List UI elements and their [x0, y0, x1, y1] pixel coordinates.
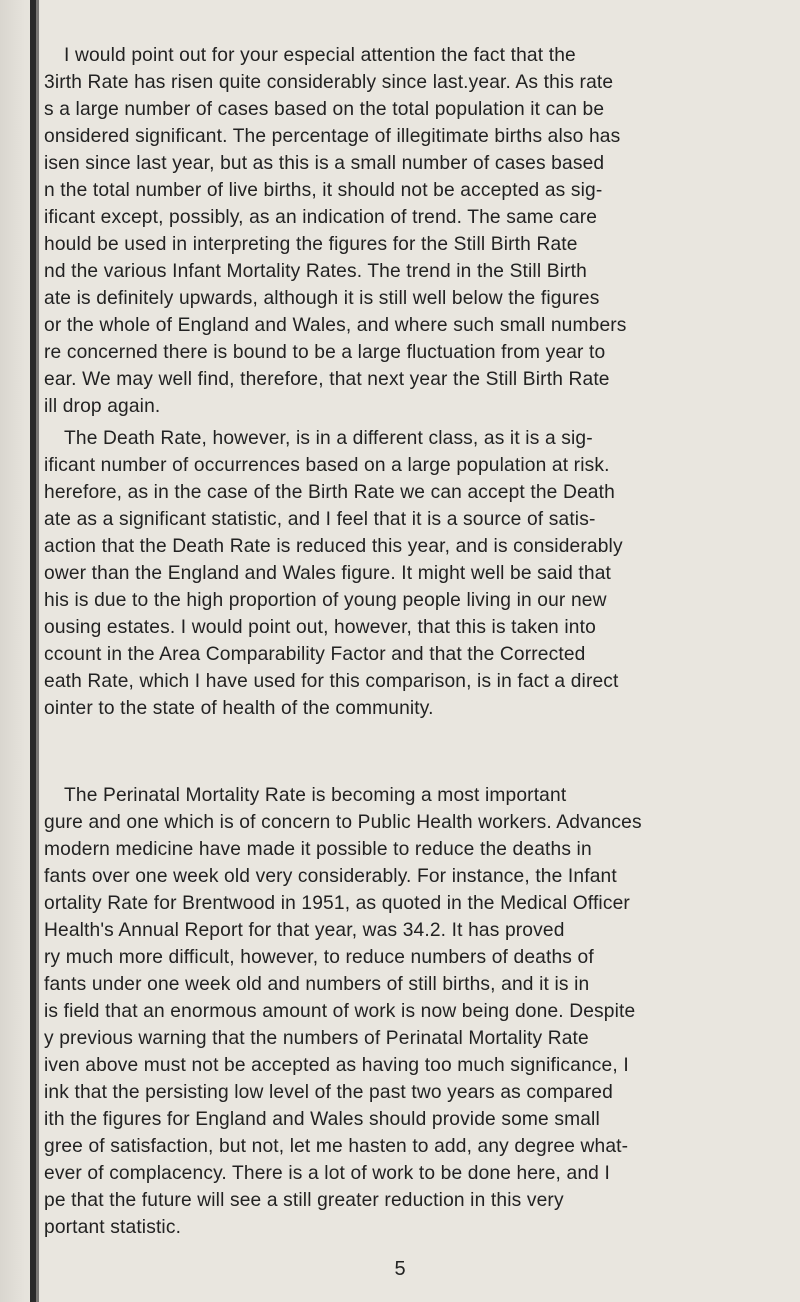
text-line: ificant except, possibly, as an indication of trend. The same care	[44, 207, 598, 228]
text-line: action that the Death Rate is reduced this year, and is considerably	[44, 536, 623, 557]
text-line: gure and one which is of concern to Public Health workers. Advances	[44, 812, 642, 833]
text-line: his is due to the high proportion of young people living in our new	[44, 590, 607, 611]
text-line: isen since last year, but as this is a small number of cases based	[44, 153, 605, 174]
text-line: ccount in the Area Comparability Factor and that the Corrected	[44, 644, 586, 665]
text-line: ill drop again.	[44, 396, 161, 417]
paragraph-death-rate	[44, 425, 784, 722]
text-line: n the total number of live births, it should not be accepted as sig-	[44, 180, 603, 201]
text-line: The Death Rate, however, is in a different class, as it is a sig-	[64, 428, 593, 449]
binding-spine-shadow	[36, 0, 39, 1302]
text-line: iven above must not be accepted as having too much significance, I	[44, 1055, 629, 1076]
text-line: ear. We may well find, therefore, that next year the Still Birth Rate	[44, 369, 610, 390]
text-line: eath Rate, which I have used for this comparison, is in fact a direct	[44, 671, 619, 692]
text-line: y previous warning that the numbers of Perinatal Mortality Rate	[44, 1028, 589, 1049]
text-line: ificant number of occurrences based on a large population at risk.	[44, 455, 610, 476]
text-line: is field that an enormous amount of work is now being done. Despite	[44, 1001, 636, 1022]
text-line: ith the figures for England and Wales should provide some small	[44, 1109, 600, 1130]
text-line: onsidered significant. The percentage of illegitimate births also has	[44, 126, 621, 147]
text-line: ointer to the state of health of the community.	[44, 698, 434, 719]
text-line: ousing estates. I would point out, however, that this is taken into	[44, 617, 596, 638]
text-line: ink that the persisting low level of the past two years as compared	[44, 1082, 613, 1103]
text-line: The Perinatal Mortality Rate is becoming a most important	[64, 785, 567, 806]
paragraph-perinatal-mortality	[44, 782, 784, 1241]
paragraph-birth-rate	[44, 42, 784, 420]
text-line: fants under one week old and numbers of still births, and it is in	[44, 974, 590, 995]
text-line: ate is definitely upwards, although it is still well below the figures	[44, 288, 600, 309]
text-line: or the whole of England and Wales, and where such small numbers	[44, 315, 627, 336]
text-line: nd the various Infant Mortality Rates. The trend in the Still Birth	[44, 261, 587, 282]
text-line: fants over one week old very considerably. For instance, the Infant	[44, 866, 617, 887]
text-line: ortality Rate for Brentwood in 1951, as quoted in the Medical Officer	[44, 893, 630, 914]
text-line: herefore, as in the case of the Birth Rate we can accept the Death	[44, 482, 615, 503]
text-line: modern medicine have made it possible to reduce the deaths in	[44, 839, 592, 860]
page-number: 5	[394, 1258, 406, 1280]
text-line: ower than the England and Wales figure. It might well be said that	[44, 563, 612, 584]
text-line: Health's Annual Report for that year, was 34.2. It has proved	[44, 920, 565, 941]
text-line: portant statistic.	[44, 1217, 182, 1238]
text-line: 3irth Rate has risen quite considerably since last.year. As this rate	[44, 72, 614, 93]
text-line: pe that the future will see a still greater reduction in this very	[44, 1190, 564, 1211]
text-line: s a large number of cases based on the total population it can be	[44, 99, 605, 120]
text-line: I would point out for your especial attention the fact that the	[64, 45, 576, 66]
text-line: ever of complacency. There is a lot of work to be done here, and I	[44, 1163, 610, 1184]
text-line: hould be used in interpreting the figures for the Still Birth Rate	[44, 234, 578, 255]
text-line: ate as a significant statistic, and I feel that it is a source of satis-	[44, 509, 596, 530]
text-line: gree of satisfaction, but not, let me hasten to add, any degree what-	[44, 1136, 629, 1157]
text-line: ry much more difficult, however, to reduce numbers of deaths of	[44, 947, 594, 968]
text-line: re concerned there is bound to be a large fluctuation from year to	[44, 342, 606, 363]
